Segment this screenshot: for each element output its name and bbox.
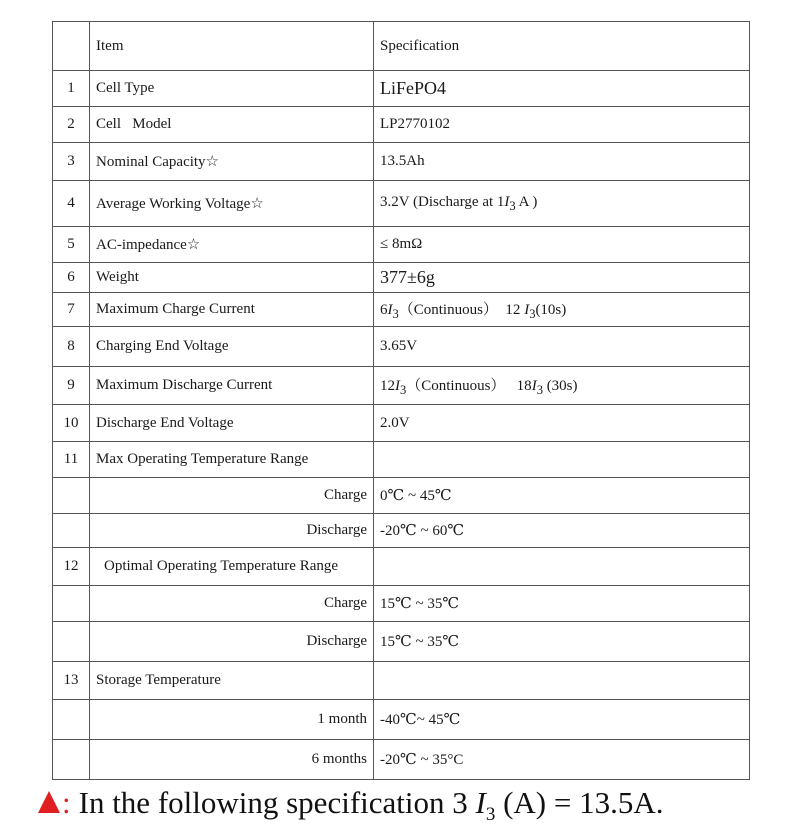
row-spec: 2.0V [374, 405, 750, 442]
empty-num-cell [53, 740, 90, 780]
row-item: Average Working Voltage☆ [90, 181, 374, 227]
subrow-label: Discharge [90, 622, 374, 662]
spec-text: 3.2V (Discharge at 1 [380, 193, 505, 210]
table-row [53, 181, 750, 227]
row-number: 6 [53, 263, 90, 293]
row-spec: ≤ 8mΩ [374, 227, 750, 263]
row-item: Cell Type [90, 71, 374, 107]
row-number: 2 [53, 107, 90, 143]
table-row [53, 405, 750, 442]
row-number: 1 [53, 71, 90, 107]
table-row [53, 143, 750, 181]
row-item: Nominal Capacity☆ [90, 143, 374, 181]
table-subrow [53, 478, 750, 514]
current-subscript: 3 [509, 198, 516, 213]
current-symbol: I [387, 301, 393, 318]
row-number: 8 [53, 327, 90, 367]
empty-num-cell [53, 622, 90, 662]
subrow-value: -40℃~ 45℃ [374, 700, 750, 740]
spec-text: 12 [380, 377, 395, 394]
spec-text: （Continuous） 18 [406, 377, 532, 394]
row-item: Maximum Charge Current [90, 293, 374, 327]
current-symbol: I [395, 377, 400, 394]
row-spec-empty [374, 662, 750, 700]
row-item: Optimal Operating Temperature Range [90, 548, 374, 586]
row-item: Storage Temperature [90, 662, 374, 700]
table-row [53, 293, 750, 327]
spec-text: (10s) [535, 301, 567, 318]
row-number: 3 [53, 143, 90, 181]
row-item: Charging End Voltage [90, 327, 374, 367]
row-spec: LP2770102 [374, 107, 750, 143]
header-num-cell [53, 22, 90, 71]
subrow-label: Charge [90, 586, 374, 622]
spec-text: A ) [515, 193, 538, 210]
row-spec [374, 367, 750, 405]
header-spec: Specification [374, 22, 750, 71]
row-spec-empty [374, 548, 750, 586]
table-header-row [53, 22, 750, 71]
row-spec [374, 181, 750, 227]
subrow-value: 0℃ ~ 45℃ [374, 478, 750, 514]
footnote-text: In the following specification 3 [78, 785, 476, 820]
current-symbol: I [524, 301, 530, 318]
table-subrow [53, 514, 750, 548]
subrow-value: 15℃ ~ 35℃ [374, 622, 750, 662]
current-subscript: 3 [400, 382, 407, 397]
empty-num-cell [53, 586, 90, 622]
current-subscript: 3 [529, 306, 536, 321]
row-number: 13 [53, 662, 90, 700]
footnote-colon: : [62, 785, 71, 820]
empty-num-cell [53, 514, 90, 548]
table-row [53, 327, 750, 367]
row-number: 11 [53, 442, 90, 478]
subrow-label: 6 months [90, 740, 374, 780]
subrow-value: -20℃ ~ 60℃ [374, 514, 750, 548]
row-number: 12 [53, 548, 90, 586]
row-spec: LiFePO4 [374, 71, 750, 107]
table-subrow [53, 740, 750, 780]
row-spec: 3.65V [374, 327, 750, 367]
current-symbol: I [504, 193, 510, 210]
row-number: 9 [53, 367, 90, 405]
row-number: 7 [53, 293, 90, 327]
table-row [53, 442, 750, 478]
row-item: Max Operating Temperature Range [90, 442, 374, 478]
spec-text: （Continuous） 12 [398, 301, 525, 318]
table-row [53, 367, 750, 405]
spec-text: 6 [380, 301, 388, 318]
footnote-text: (A) = 13.5A. [495, 785, 664, 820]
table-subrow [53, 622, 750, 662]
row-item: Discharge End Voltage [90, 405, 374, 442]
row-item: AC-impedance☆ [90, 227, 374, 263]
row-number: 4 [53, 181, 90, 227]
spec-text: (30s) [542, 377, 578, 394]
table-row [53, 107, 750, 143]
subrow-value: -20℃ ~ 35°C [374, 740, 750, 780]
table-subrow [53, 586, 750, 622]
table-row [53, 227, 750, 263]
subrow-value: 15℃ ~ 35℃ [374, 586, 750, 622]
table-row [53, 263, 750, 293]
table-row [53, 548, 750, 586]
current-subscript: 3 [392, 306, 399, 321]
row-spec-empty [374, 442, 750, 478]
empty-num-cell [53, 478, 90, 514]
current-symbol: I [475, 785, 486, 820]
row-number: 10 [53, 405, 90, 442]
row-spec: 377±6g [374, 263, 750, 293]
footnote [38, 785, 778, 826]
row-spec [374, 293, 750, 327]
current-symbol: I [531, 377, 537, 394]
empty-num-cell [53, 700, 90, 740]
current-subscript: 3 [485, 804, 496, 826]
header-item: Item [90, 22, 374, 71]
row-item: Cell Model [90, 107, 374, 143]
subrow-label: Discharge [90, 514, 374, 548]
subrow-label: 1 month [90, 700, 374, 740]
row-item: Weight [90, 263, 374, 293]
row-item: Maximum Discharge Current [90, 367, 374, 405]
table-row [53, 662, 750, 700]
specification-table [52, 21, 750, 780]
subrow-label: Charge [90, 478, 374, 514]
warning-triangle-icon [38, 791, 60, 813]
table-row [53, 71, 750, 107]
table-subrow [53, 700, 750, 740]
row-number: 5 [53, 227, 90, 263]
current-subscript: 3 [536, 382, 543, 397]
row-spec: 13.5Ah [374, 143, 750, 181]
